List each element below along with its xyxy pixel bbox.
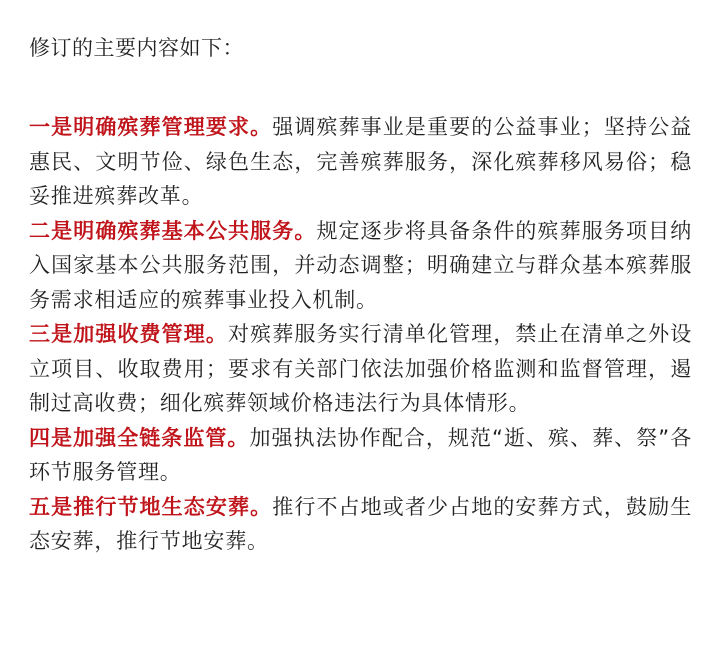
revision-item-1 [29,110,692,214]
revision-item-body: 加强执法协作配合，规范“逝、殡、葬、祭”各环节服务管理。 [29,425,692,484]
revision-item-title: 四是加强全链条监管。 [29,425,250,450]
revision-list [29,110,692,559]
revision-item-5 [29,490,692,559]
revision-item-body: 强调殡葬事业是重要的公益事业；坚持公益惠民、文明节俭、绿色生态，完善殡葬服务，深化殡葬移风易俗；稳妥推进殡葬改革。 [29,115,692,208]
revision-item-3 [29,317,692,421]
revision-item-title: 五是推行节地生态安葬。 [29,494,273,519]
revision-item-title: 二是明确殡葬基本公共服务。 [29,218,317,243]
revision-item-title: 一是明确殡葬管理要求。 [29,115,273,139]
revision-item-title: 三是加强收费管理。 [29,322,228,346]
revision-item-2 [29,214,692,318]
revision-item-body: 对殡葬服务实行清单化管理，禁止在清单之外设立项目、收取费用；要求有关部门依法加强价格监测和监督管理，遏制过高收费；细化殡葬领域价格违法行为具体情形。 [29,322,692,415]
intro-text: 修订的主要内容如下： [29,36,244,60]
revision-item-body: 推行不占地或者少占地的安葬方式，鼓励生态安葬，推行节地安葬。 [29,494,692,553]
revision-item-body: 规定逐步将具备条件的殡葬服务项目纳入国家基本公共服务范围，并动态调整；明确建立与群众基本殡葬服务需求相适应的殡葬事业投入机制。 [29,218,692,312]
revision-item-4 [29,421,692,490]
